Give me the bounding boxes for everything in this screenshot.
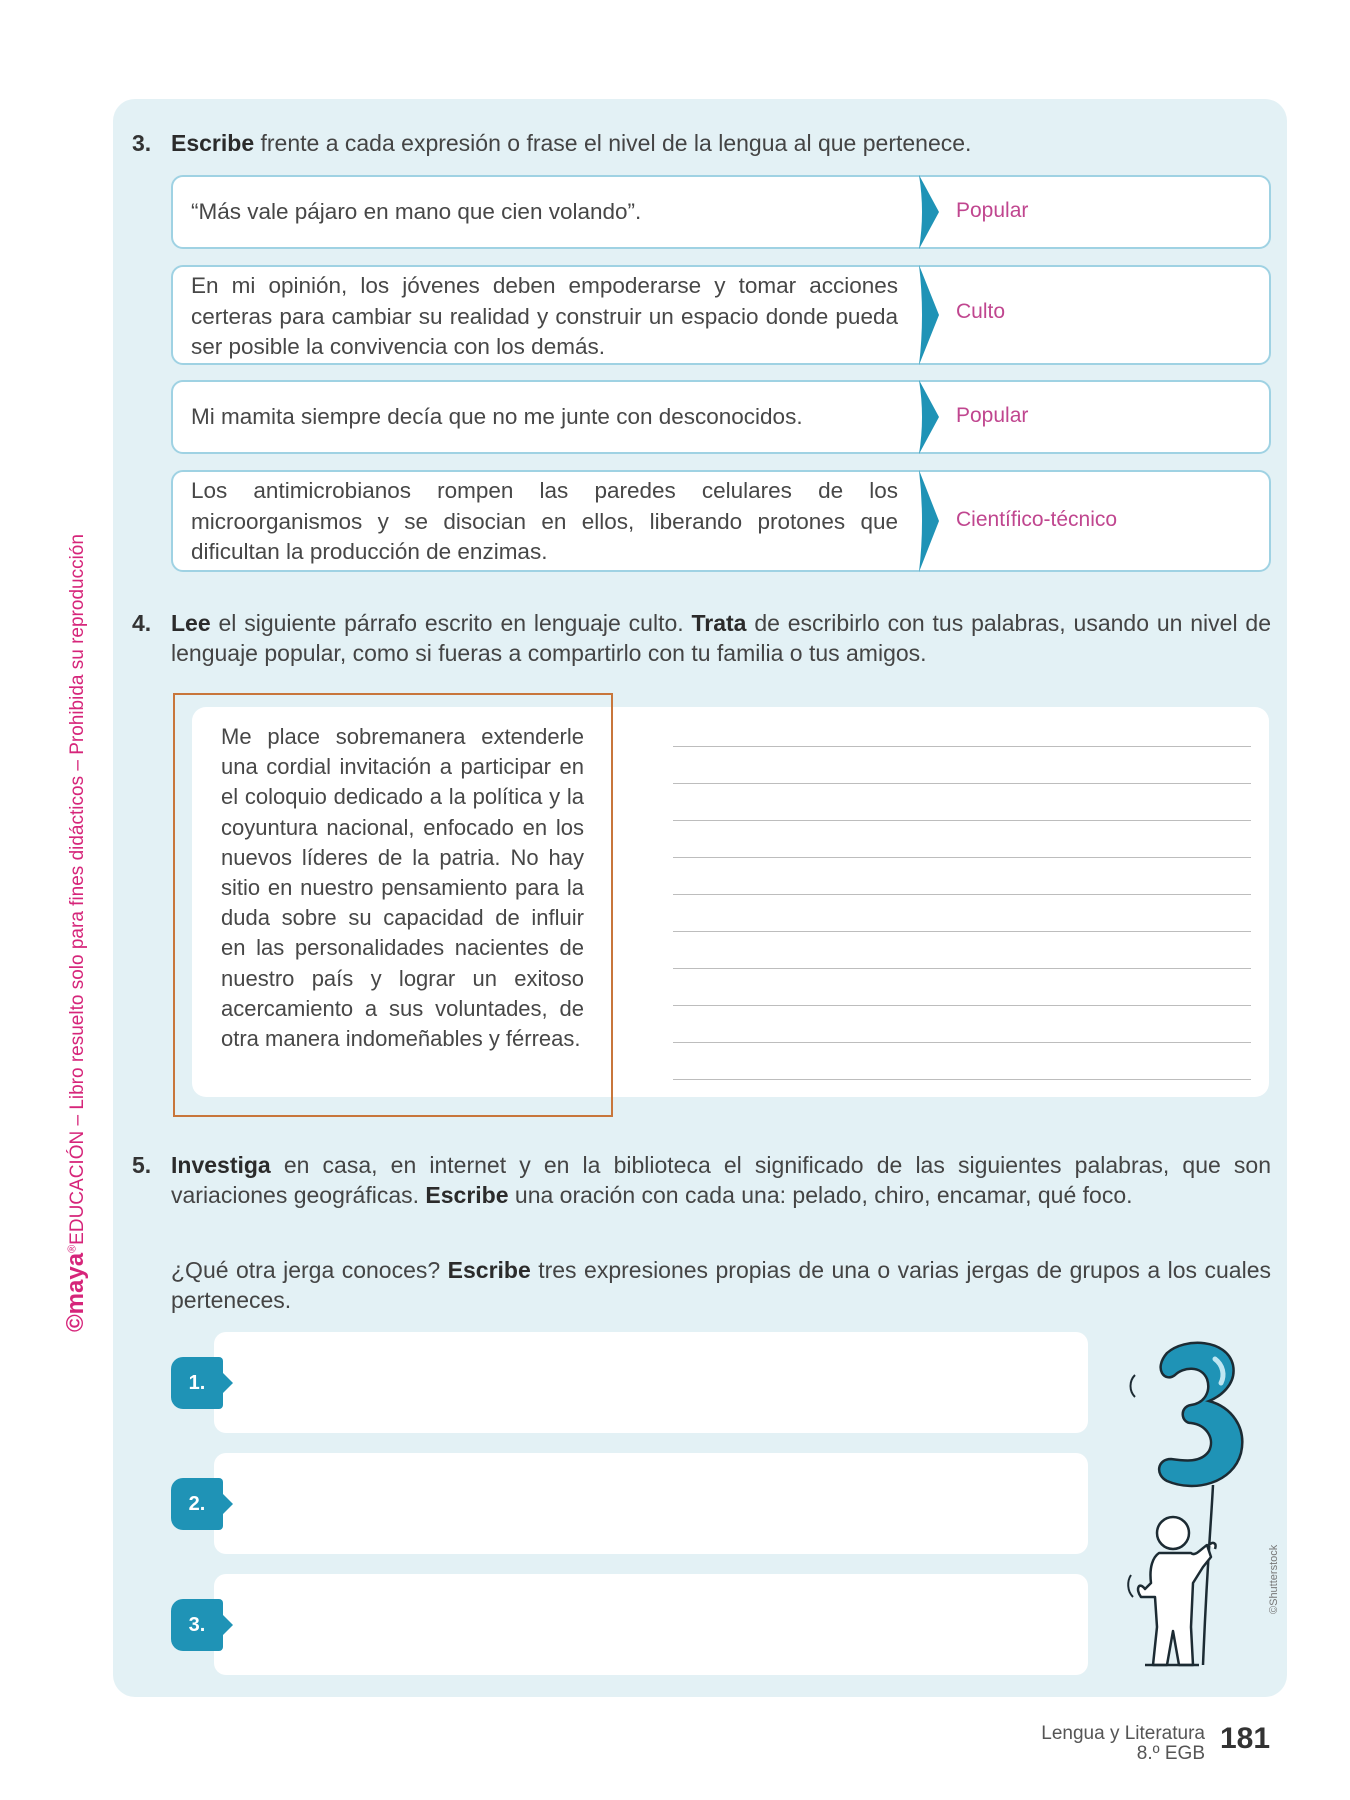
writing-line[interactable] (673, 968, 1251, 969)
writing-line[interactable] (673, 1042, 1251, 1043)
arrow-marker-icon (917, 380, 941, 454)
item-number-badge: 3. (171, 1599, 223, 1651)
balloon-person-illustration (1115, 1335, 1265, 1670)
answer-box-3[interactable] (214, 1574, 1088, 1675)
arrow-marker-icon (917, 175, 941, 249)
item-number-badge: 2. (171, 1478, 223, 1530)
footer-subject: Lengua y Literatura 8.º EGB (1041, 1723, 1205, 1764)
answer-field-2[interactable]: Culto (956, 300, 1006, 323)
writing-line[interactable] (673, 857, 1251, 858)
copyright-side-text: ©maya®EDUCACIÓN – Libro resuelto solo para fines didácticos – Prohibida su reproducción (62, 534, 89, 1332)
writing-line[interactable] (673, 894, 1251, 895)
writing-line[interactable] (673, 746, 1251, 747)
expression-row-1: “Más vale pájaro en mano que cien volando”. Popular (171, 175, 1271, 249)
answer-field-3[interactable]: Popular (956, 404, 1029, 427)
image-credit: ©Shutterstock (1268, 1544, 1280, 1614)
expression-row-3: Mi mamita siempre decía que no me junte con desconocidos. Popular (171, 380, 1271, 454)
expression-row-2: En mi opinión, los jóvenes deben empoderarse y tomar acciones certeras para cambiar su realidad y construir un espacio donde pueda ser posible la convivencia con los demás. Culto (171, 265, 1271, 365)
answer-box-1[interactable] (214, 1332, 1088, 1433)
answer-field-1[interactable]: Popular (956, 199, 1029, 222)
formal-paragraph: Me place sobremanera extenderle una cordial invitación a participar en el coloquio dedicado a la política y la coyuntura nacional, enfocado en los nuevos líderes de la patria. No hay sitio en nuestro pensamiento para la duda sobre su capacidad de influir en las personalidades nacientes de nuestro país y lograr un exitoso acercamiento a sus voluntades, de otra manera indomeñables y férreas. (221, 724, 584, 1052)
page-number: 181 (1220, 1722, 1271, 1755)
arrow-marker-icon (917, 470, 941, 572)
writing-line[interactable] (673, 931, 1251, 932)
answer-box-2[interactable] (214, 1453, 1088, 1554)
expression-row-4: Los antimicrobianos rompen las paredes celulares de los microorganismos y se disocian en ellos, liberando protones que dificultan la producción de enzimas. Científico-técnico (171, 470, 1271, 572)
writing-line[interactable] (673, 783, 1251, 784)
writing-line[interactable] (673, 820, 1251, 821)
writing-line[interactable] (673, 1079, 1251, 1080)
item-number-badge: 1. (171, 1357, 223, 1409)
writing-line[interactable] (673, 1005, 1251, 1006)
answer-field-4[interactable]: Científico-técnico (956, 508, 1118, 531)
arrow-marker-icon (917, 265, 941, 365)
